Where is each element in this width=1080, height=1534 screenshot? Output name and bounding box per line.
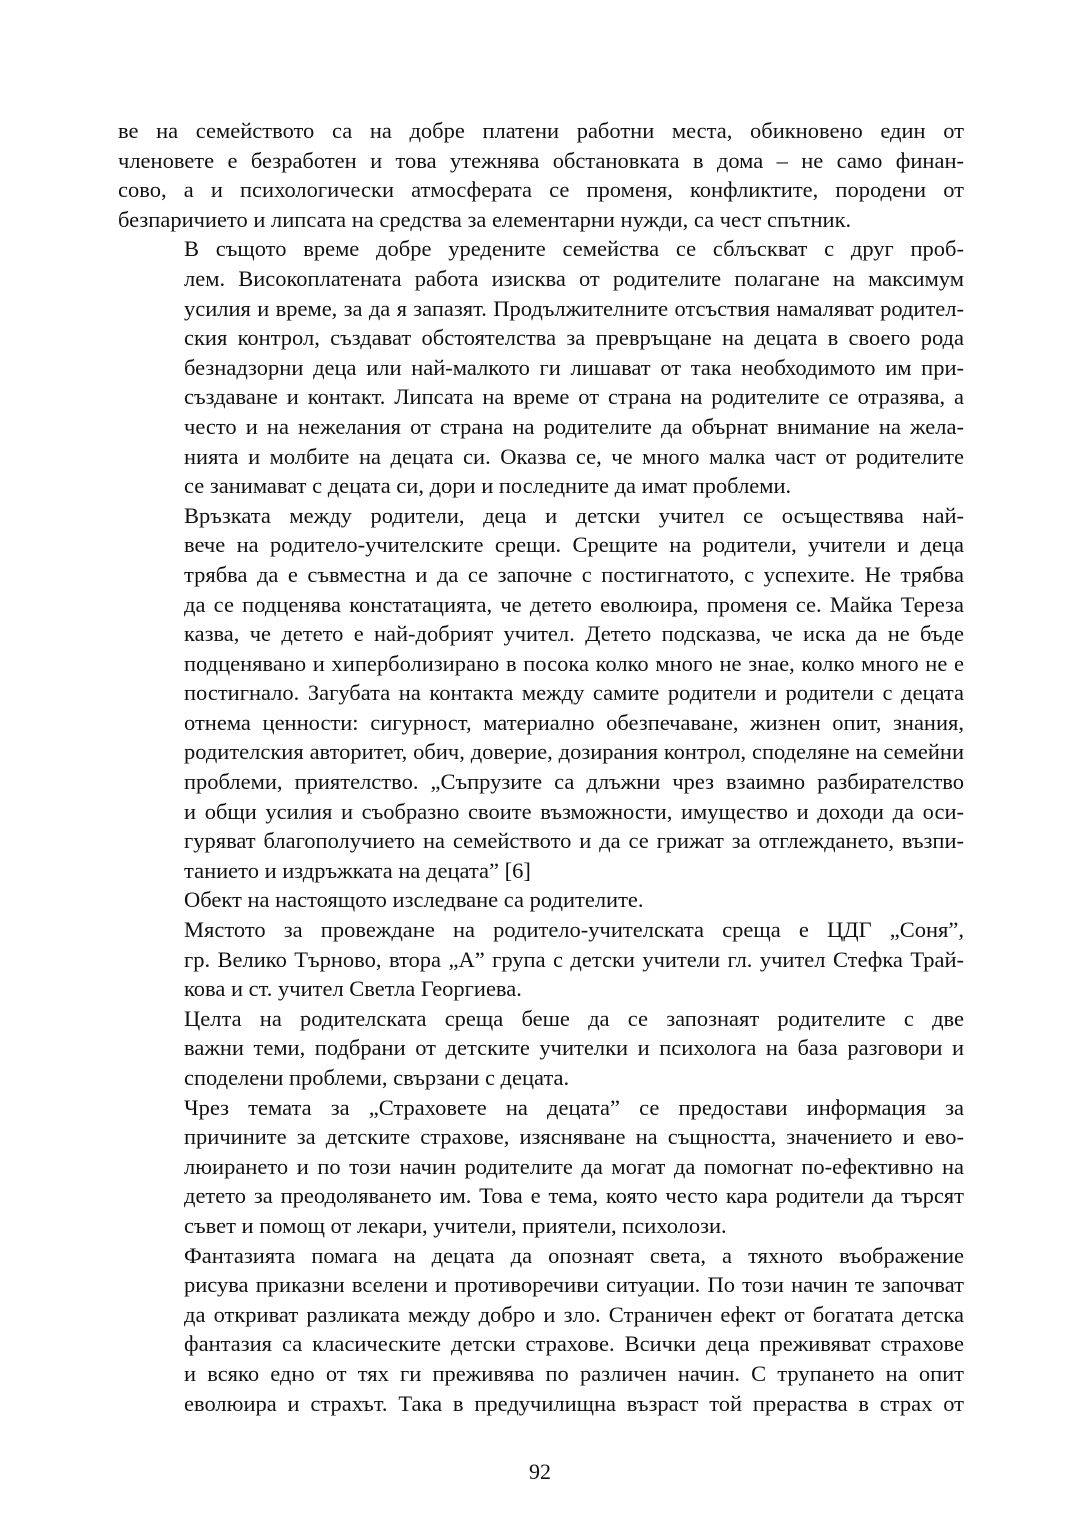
text-line: сово, а и психологически атмосферата се променя, конфликтите, породени от [118,177,964,203]
page-body [118,116,964,1418]
text-line: гуряват благополучието на семейството и да се грижат за отглеждането, възпи- [184,828,964,854]
text-line: ския контрол, създават обстоятелства за превръщане на децата в своего рода [184,325,964,351]
text-line: да се подценява констатацията, че детето еволюира, променя се. Майка Тереза [184,591,964,617]
text-line: нията и молбите на децата си. Оказва се, че много малка част от родителите [184,443,964,469]
text-line: споделени проблеми, свързани с децата. [184,1065,570,1090]
text-line: фантазия са класическите детски страхове. Всички деца преживяват страхове [184,1331,964,1357]
text-line: причините за детските страхове, изясняване на същността, значението и ево- [184,1124,964,1150]
text-line: Фантазията помага на децата да опознаят света, а тяхното въображение [184,1242,964,1268]
text-line: проблеми, приятелство. „Съпрузите са длъжни чрез взаимно разбирателство [184,769,964,795]
paragraph [118,1241,964,1419]
text-line: отнема ценности: сигурност, материално обезпечаване, жизнен опит, знания, [184,709,964,735]
text-line: еволюира и страхът. Така в предучилищна възраст той прераства в страх от [184,1390,964,1416]
paragraph [118,1004,964,1093]
text-line: В същото време добре уредените семейства се сблъскват с друг проб- [184,236,964,262]
text-line: трябва да е съвместна и да се започне с постигнатото, с успехите. Не трябва [184,561,964,587]
text-line: рисува приказни вселени и противоречиви ситуации. По този начин те започват [184,1272,964,1298]
text-line: се занимават с децата си, дори и последните да имат проблеми. [184,473,792,499]
text-line: често и на нежелания от страна на родителите да обърнат внимание на жела- [184,413,964,439]
text-line: танието и издръжката на децата” [6] [184,857,531,883]
text-line: създаване и контакт. Липсата на време от страна на родителите се отразява, а [184,384,964,410]
text-line: безнадзорни деца или най-малкото ги лишават от така необходимото им при- [184,354,964,380]
text-line: Целта на родителската среща беше да се запознаят родителите с две [184,1005,964,1031]
text-line: люирането и по този начин родителите да могат да помогнат по-ефективно на [184,1153,964,1179]
text-line: подценявано и хиперболизирано в посока колко много не знае, колко много не е [184,650,964,676]
text-line: кова и ст. учител Светла Георгиева. [184,976,522,1002]
text-line: детето за преодоляването им. Това е тема, която често кара родители да търсят [184,1183,964,1209]
paragraph [118,915,964,1004]
text-line: казва, че детето е най-добрият учител. Детето подсказва, че иска да не бъде [184,621,964,647]
paragraph [118,116,964,234]
text-line: Връзката между родители, деца и детски учител се осъществява най- [184,502,964,528]
paragraph [118,234,964,500]
text-line: лем. Високоплатената работа изисква от родителите полагане на максимум [184,265,964,291]
paragraph [118,1093,964,1241]
text-line: съвет и помощ от лекари, учители, приятели, психолози. [184,1212,727,1238]
text-line: и общи усилия и съобразно своите възможности, имущество и доходи да оси- [184,798,964,824]
text-line: постигнало. Загубата на контакта между самите родители и родители с децата [184,680,964,706]
text-line: членовете е безработен и това утежнява обстановката в дома – не само финан- [118,147,964,173]
text-line: важни теми, подбрани от детските учителки и психолога на база разговори и [184,1035,964,1061]
text-line: да откриват разликата между добро и зло. Страничен ефект от богатата детска [184,1301,964,1327]
paragraph [118,501,964,886]
text-line: вече на родитело-учителските срещи. Срещите на родители, учители и деца [184,532,964,558]
text-line: ве на семейството са на добре платени работни места, обикновено един от [118,118,964,143]
text-line: и всяко едно от тях ги преживява по различен начин. С трупането на опит [184,1360,964,1386]
paragraph [118,885,964,915]
text-line: безпаричието и липсата на средства за елементарни нужди, са чест спътник. [118,206,852,232]
page-number: 92 [529,1459,551,1484]
text-line: Обект на настоящото изследване са родителите. [184,887,644,913]
text-line: родителския авторитет, обич, доверие, дозирания контрол, споделяне на семейни [184,739,964,765]
text-line: Чрез темата за „Страховете на децата” се предостави информация за [184,1094,964,1120]
text-line: Мястото за провеждане на родитело-учителската среща е ЦДГ „Соня”, [184,917,964,943]
text-line: гр. Велико Търново, втора „А” група с детски учители гл. учител Стефка Трай- [184,946,964,972]
text-line: усилия и време, за да я запазят. Продължителните отсъствия намаляват родител- [184,295,964,321]
